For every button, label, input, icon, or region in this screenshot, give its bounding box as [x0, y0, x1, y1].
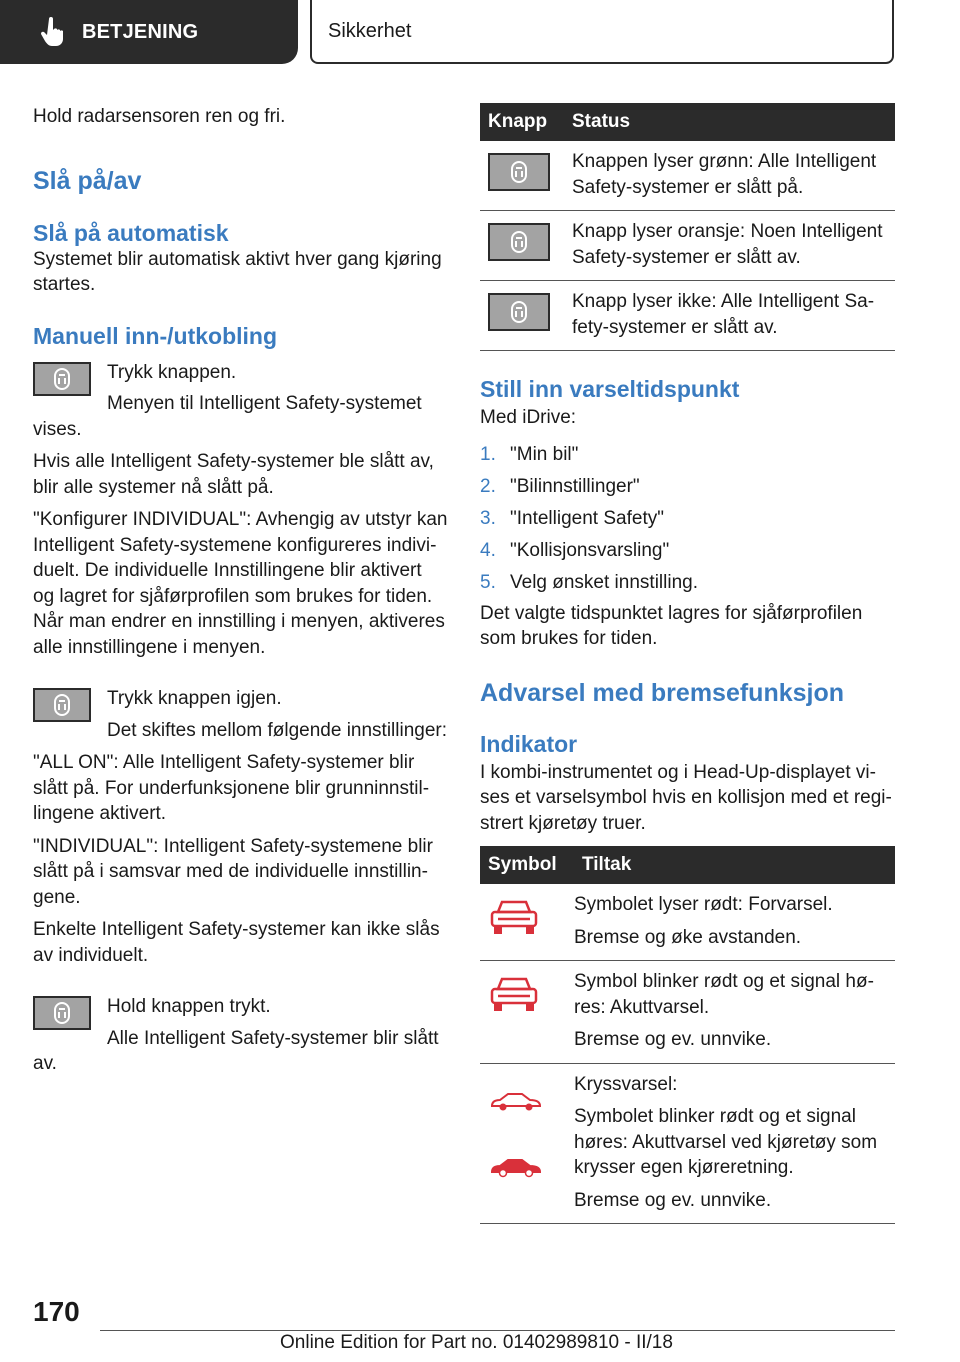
table-row: [480, 961, 895, 1064]
med-idrive: Med iDrive:: [480, 407, 577, 428]
tiltak-3a: Kryssvarsel:: [574, 1073, 678, 1095]
safety-button-image: [488, 223, 550, 261]
heading-still: Still inn varseltidspunkt: [480, 376, 740, 402]
heading-indikator: Indikator: [480, 730, 578, 757]
tiltak-1a: Symbolet lyser rødt: Forvarsel.: [574, 894, 833, 915]
col-header-tiltak: Tiltak: [574, 846, 895, 884]
para-1: Hvis alle Intelligent Safety-systemer ble slått av, blir alle systemer nå slått på.: [33, 451, 434, 498]
safety-button-image: [488, 153, 550, 191]
auto-text: Systemet blir automatisk aktivt hver gang kjøring startes.: [33, 248, 442, 295]
safety-button-image: [33, 362, 91, 396]
safety-car-icon: [53, 368, 71, 390]
right-column: [480, 103, 895, 1224]
step3-a: Hold knappen trykt.: [107, 996, 271, 1017]
list-item: 1. "Min bil": [480, 443, 579, 465]
safety-car-icon: [53, 1002, 71, 1024]
front-car-warning-icon: [488, 975, 540, 1015]
table-row: [480, 281, 895, 351]
section-tab: [310, 0, 894, 64]
para-3: "ALL ON": Alle Intelligent Safety-systemer blir slått på. For underfunksjonene blir grunninnstillingene aktivert.: [33, 752, 430, 824]
step1-a: Trykk knappen.: [107, 361, 237, 383]
step-press-again: [33, 686, 448, 712]
chapter-label: BETJENING: [82, 20, 199, 43]
table-row: [480, 1063, 895, 1224]
list-item: 4. "Kollisjonsvarsling": [480, 539, 670, 561]
front-car-warning-icon: [488, 898, 540, 938]
page-number: 170: [33, 1296, 80, 1327]
left-column: [33, 100, 448, 1077]
col-header-knapp: Knapp: [480, 103, 566, 141]
tiltak-2b: Bremse og ev. unnvike.: [574, 1029, 772, 1050]
step3-b: Alle Intelligent Safety-systemer blir slått av.: [33, 1027, 439, 1074]
side-car-warning-icon: [488, 1156, 544, 1180]
heading-manual: Manuell inn-/utkobling: [33, 322, 278, 349]
list-item: 5. Velg ønsket innstilling.: [480, 571, 698, 593]
safety-car-icon: [510, 231, 528, 253]
hand-pointer-icon: [40, 17, 64, 47]
safety-button-image: [33, 688, 91, 722]
indikator-text: I kombi-instrumentet og i Head-Up-displayet vises et varselsymbol hvis en kollisjon med et registrert kjøretøy truer.: [480, 761, 892, 834]
intro-text: Hold radarsensoren ren og fri.: [33, 106, 286, 127]
safety-button-image: [488, 293, 550, 331]
safety-car-icon: [53, 694, 71, 716]
tiltak-3b: Symbolet blinker rødt og et signal høres: Akuttvarsel ved kjøretøy som krysser egen kjøreretning.: [574, 1106, 878, 1178]
col-header-status: Status: [566, 103, 895, 141]
tiltak-1b: Bremse og øke avstanden.: [574, 926, 802, 948]
step-hold: [33, 994, 448, 1020]
footer-divider: [100, 1330, 895, 1331]
saved-text: Det valgte tidspunktet lagres for sjåførprofilen som brukes for tiden.: [480, 602, 863, 649]
tiltak-3c: Bremse og ev. unnvike.: [574, 1189, 772, 1211]
status-text: Knapp lyser ikke: Alle Intelligent Safety-systemer er slått av.: [566, 281, 895, 351]
step2-a: Trykk knappen igjen.: [107, 688, 282, 709]
step-press: [33, 360, 448, 386]
side-car-warning-icon: [488, 1090, 544, 1114]
safety-button-image: [33, 996, 91, 1030]
symbol-action-table: [480, 846, 895, 1224]
edition-text: Online Edition for Part no. 01402989810 - II/18: [280, 1332, 673, 1353]
chapter-tab[interactable]: [0, 0, 298, 64]
idrive-steps: [480, 439, 895, 599]
heading-onoff: Slå på/av: [33, 166, 142, 195]
para-2: "Konfigurer INDIVIDUAL": Avhengig av utstyr kan Intelligent Safety-systemene konfigureres individuelt. De individuelle Innstillingene blir aktivert og lagret for sjåførprofilen som brukes for tiden. Når man endrer en innstilling i menyen, aktiveres alle innstillingene i menyen.: [33, 509, 448, 658]
list-item: 3. "Intelligent Safety": [480, 507, 664, 529]
para-5: Enkelte Intelligent Safety-systemer kan ikke slås av individuelt.: [33, 919, 440, 966]
heading-auto: Slå på automatisk: [33, 219, 229, 246]
step1-b: Menyen til Intelligent Safety-systemet vises.: [33, 393, 422, 440]
table-row: [480, 884, 895, 961]
table-row: [480, 141, 895, 211]
section-label: Sikkerhet: [328, 20, 412, 42]
col-header-symbol: Symbol: [480, 846, 574, 884]
status-text: Knappen lyser grønn: Alle Intelligent Safety-systemer er slått på.: [566, 141, 895, 211]
list-item: 2. "Bilinnstillinger": [480, 475, 640, 497]
safety-car-icon: [510, 301, 528, 323]
para-4: "INDIVIDUAL": Intelligent Safety-systemene blir slått på i samsvar med de individuelle innstillingene.: [33, 835, 433, 908]
button-status-table: [480, 103, 895, 351]
table-row: [480, 211, 895, 281]
step2-b: Det skiftes mellom følgende innstillinger:: [107, 719, 448, 741]
tiltak-2a: Symbol blinker rødt og et signal høres: Akuttvarsel.: [574, 971, 874, 1018]
status-text: Knapp lyser oransje: Noen Intelligent Safety-systemer er slått av.: [566, 211, 895, 281]
safety-car-icon: [510, 161, 528, 183]
heading-advarsel: Advarsel med bremsefunksjon: [480, 678, 845, 707]
